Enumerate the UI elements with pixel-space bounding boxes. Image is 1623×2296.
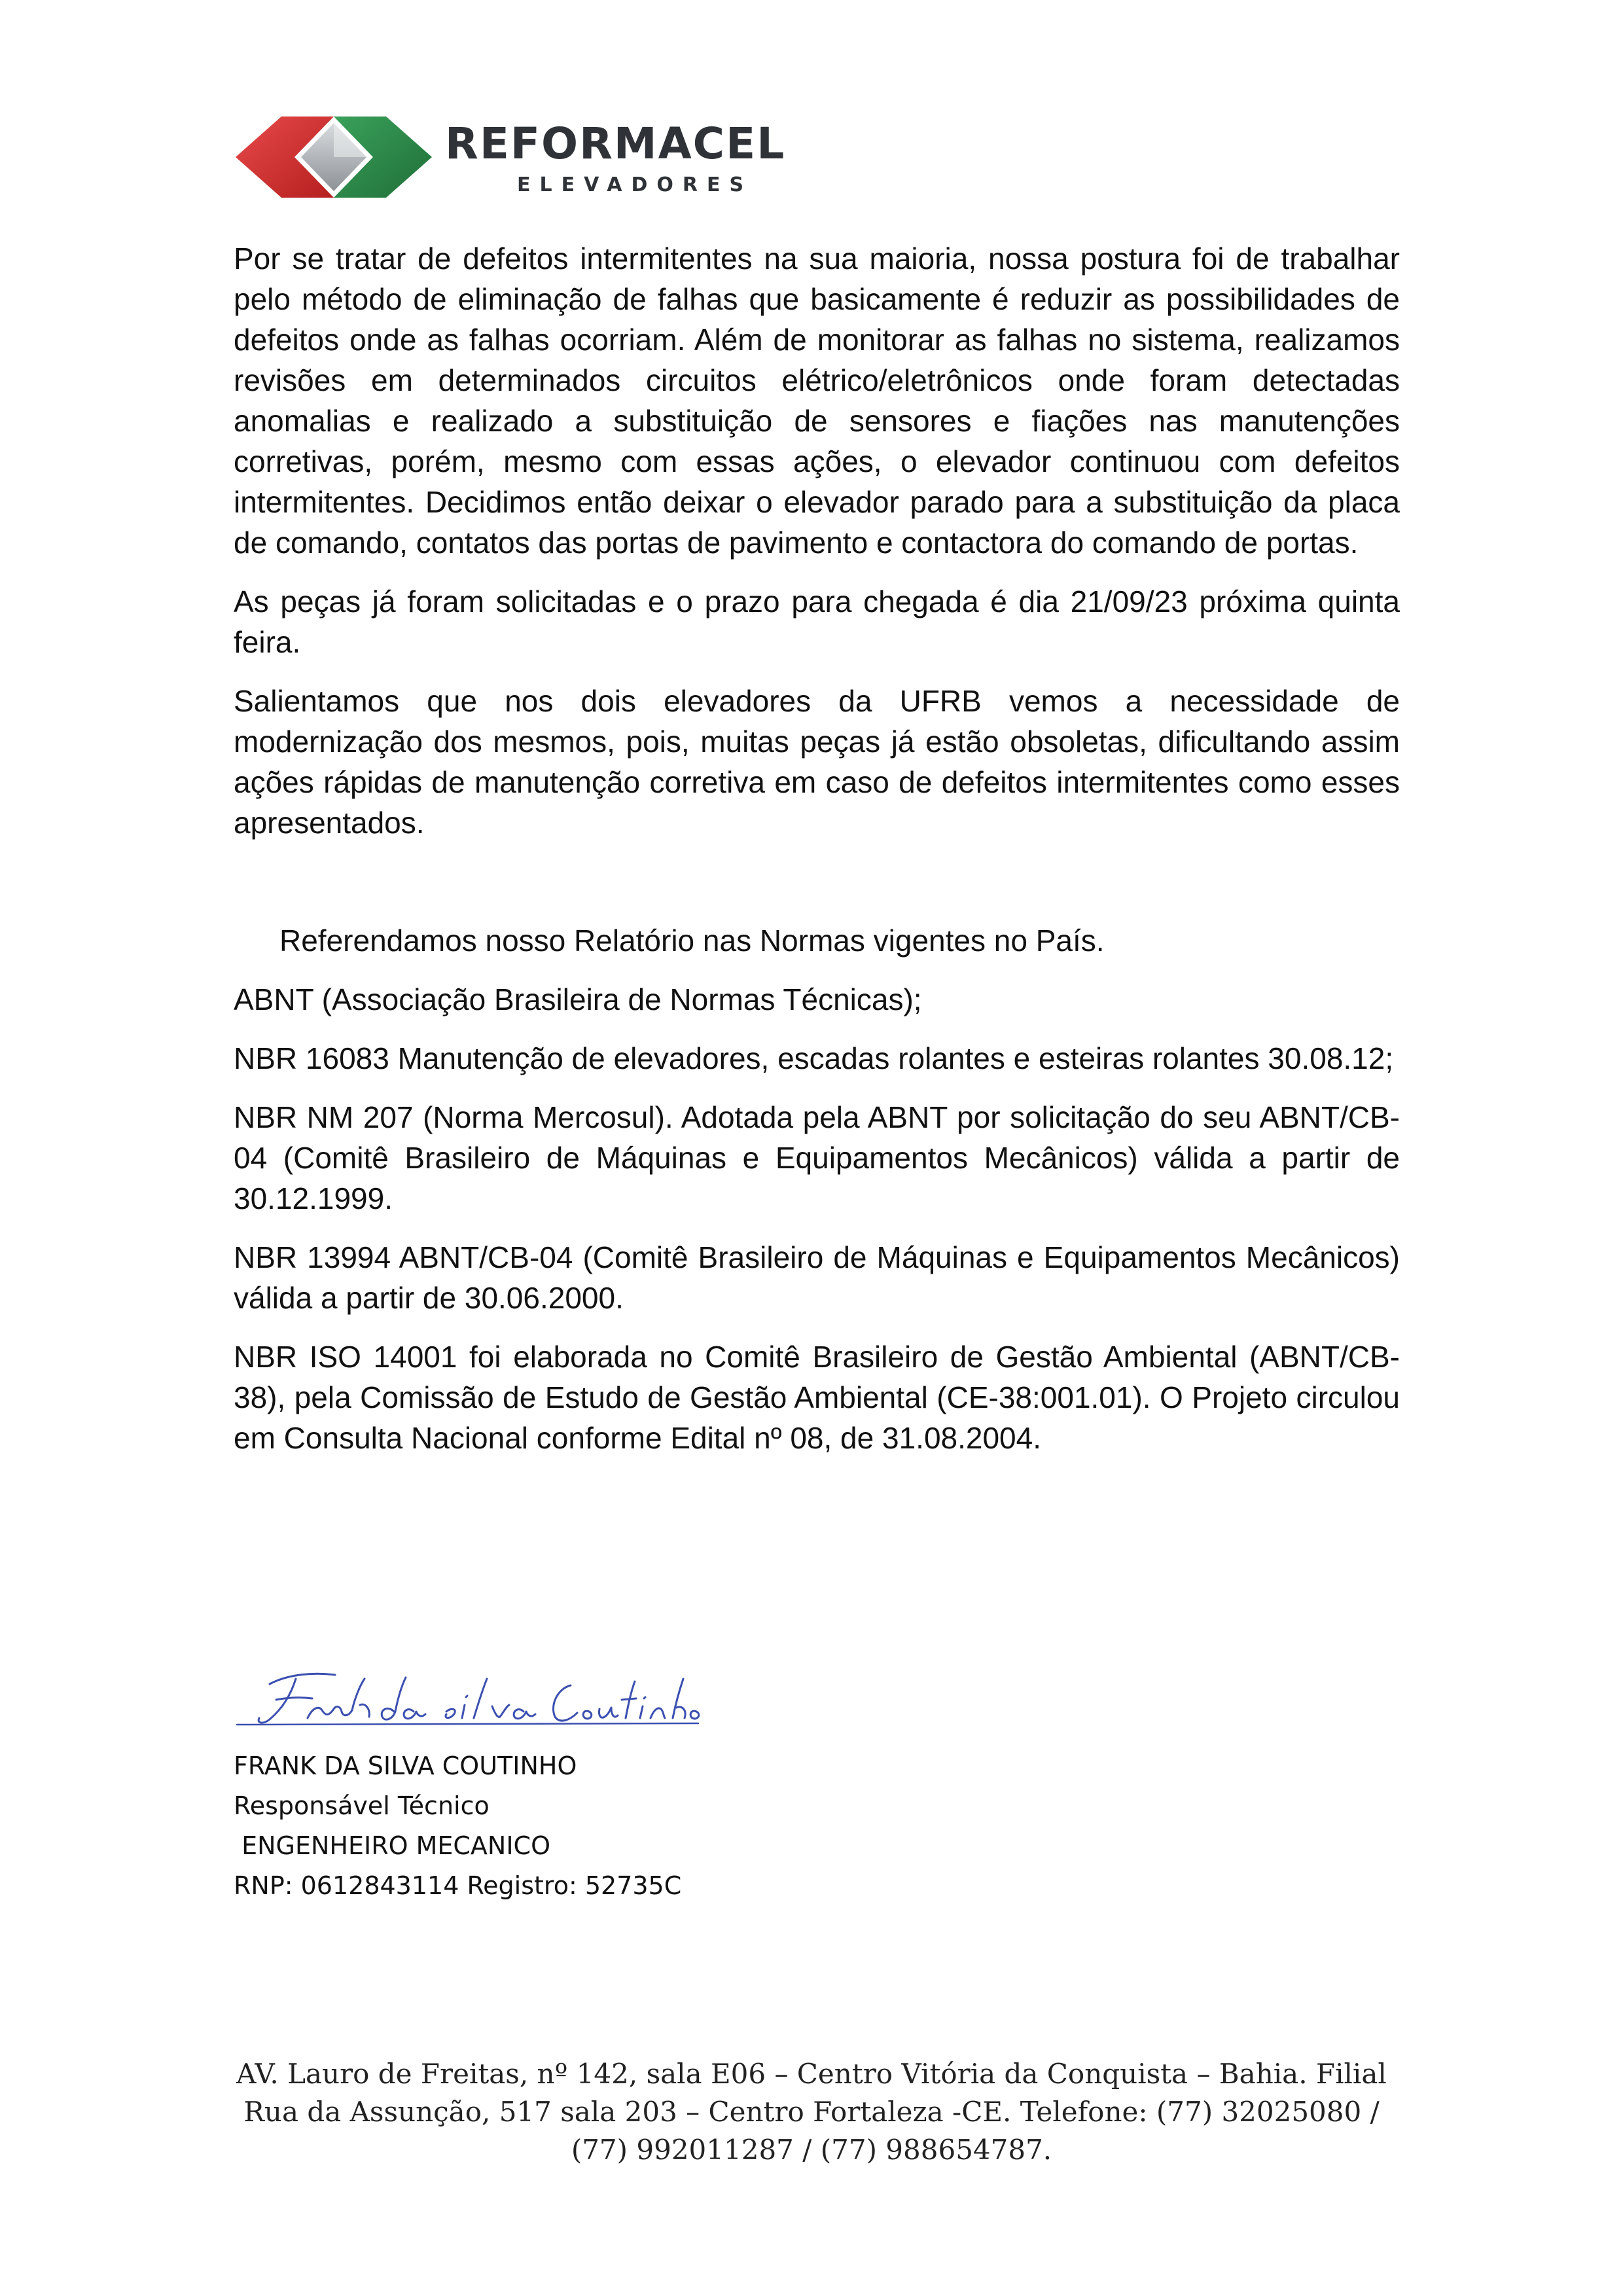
norm-nbr-nm-207: NBR NM 207 (Norma Mercosul). Adotada pela ABNT por solicitação do seu ABNT/CB-04 (Comitê Brasileiro de Máquinas e Equipamentos Mecânicos) válida a partir de 30.12.1999.	[234, 1100, 1400, 1215]
logo-brand-name: REFORMACEL	[445, 118, 786, 169]
paragraph-diagnosis: Por se tratar de defeitos intermitentes na sua maioria, nossa postura foi de trabalhar pelo método de eliminação de falhas que basicamente é reduzir as possibilidades de defeitos onde as falhas ocorriam. Além de monitorar as falhas no sistema, realizamos revisões em determinados circuitos elétrico/eletrônicos onde foram detectadas anomalias e realizado a substituição de sensores e fiações nas manutenções corretivas, porém, mesmo com essas ações, o elevador continuou com defeitos intermitentes. Decidimos então deixar o elevador parado para a substituição da placa de comando, contatos das portas de pavimento e contactora do comando de portas.	[234, 242, 1400, 560]
footer-line-2: Rua da Assunção, 517 sala 203 – Centro Fortaleza -CE. Telefone: (77) 32025080 /	[243, 2096, 1380, 2128]
norm-nbr-iso-14001: NBR ISO 14001 foi elaborada no Comitê Brasileiro de Gestão Ambiental (ABNT/CB-38), pela Comissão de Estudo de Gestão Ambiental (CE-38:001.01). O Projeto circulou em Consulta Nacional conforme Edital nº 08, de 31.08.2004.	[234, 1340, 1400, 1455]
signer-title: ENGENHEIRO MECANICO	[234, 1831, 550, 1860]
norm-nbr-13994: NBR 13994 ABNT/CB-04 (Comitê Brasileiro de Máquinas e Equipamentos Mecânicos) válida a partir de 30.06.2000.	[234, 1240, 1400, 1315]
signer-name: FRANK DA SILVA COUTINHO	[234, 1751, 577, 1780]
logo-subtitle: ELEVADORES	[517, 173, 753, 196]
company-logo	[236, 111, 864, 203]
signer-role: Responsável Técnico	[234, 1791, 490, 1820]
paragraph-parts: As peças já foram solicitadas e o prazo para chegada é dia 21/09/23 próxima quinta feira.	[234, 584, 1400, 659]
norm-nbr-16083: NBR 16083 Manutenção de elevadores, escadas rolantes e esteiras rolantes 30.08.12;	[234, 1041, 1394, 1075]
signer-block	[234, 1746, 681, 1906]
letter-body	[234, 238, 1400, 1477]
norms-intro: Referendamos nosso Relatório nas Normas vigentes no País.	[279, 924, 1105, 958]
norm-abnt: ABNT (Associação Brasileira de Normas Técnicas);	[234, 982, 922, 1016]
paragraph-modernization: Salientamos que nos dois elevadores da UFRB vemos a necessidade de modernização dos mesmos, pois, muitas peças já estão obsoletas, dificultando assim ações rápidas de manutenção corretiva em caso de defeitos intermitentes como esses apresentados.	[234, 684, 1400, 840]
signer-registration: RNP: 0612843114 Registro: 52735C	[234, 1871, 682, 1900]
footer-line-3: (77) 992011287 / (77) 988654787.	[571, 2134, 1052, 2166]
handwritten-signature	[230, 1659, 702, 1731]
signature-icon	[230, 1659, 702, 1731]
footer-address	[196, 2055, 1427, 2169]
reformacel-logo-mark-icon	[236, 111, 432, 203]
footer-line-1: AV. Lauro de Freitas, nº 142, sala E06 – Centro Vitória da Conquista – Bahia. Filial	[236, 2058, 1387, 2090]
